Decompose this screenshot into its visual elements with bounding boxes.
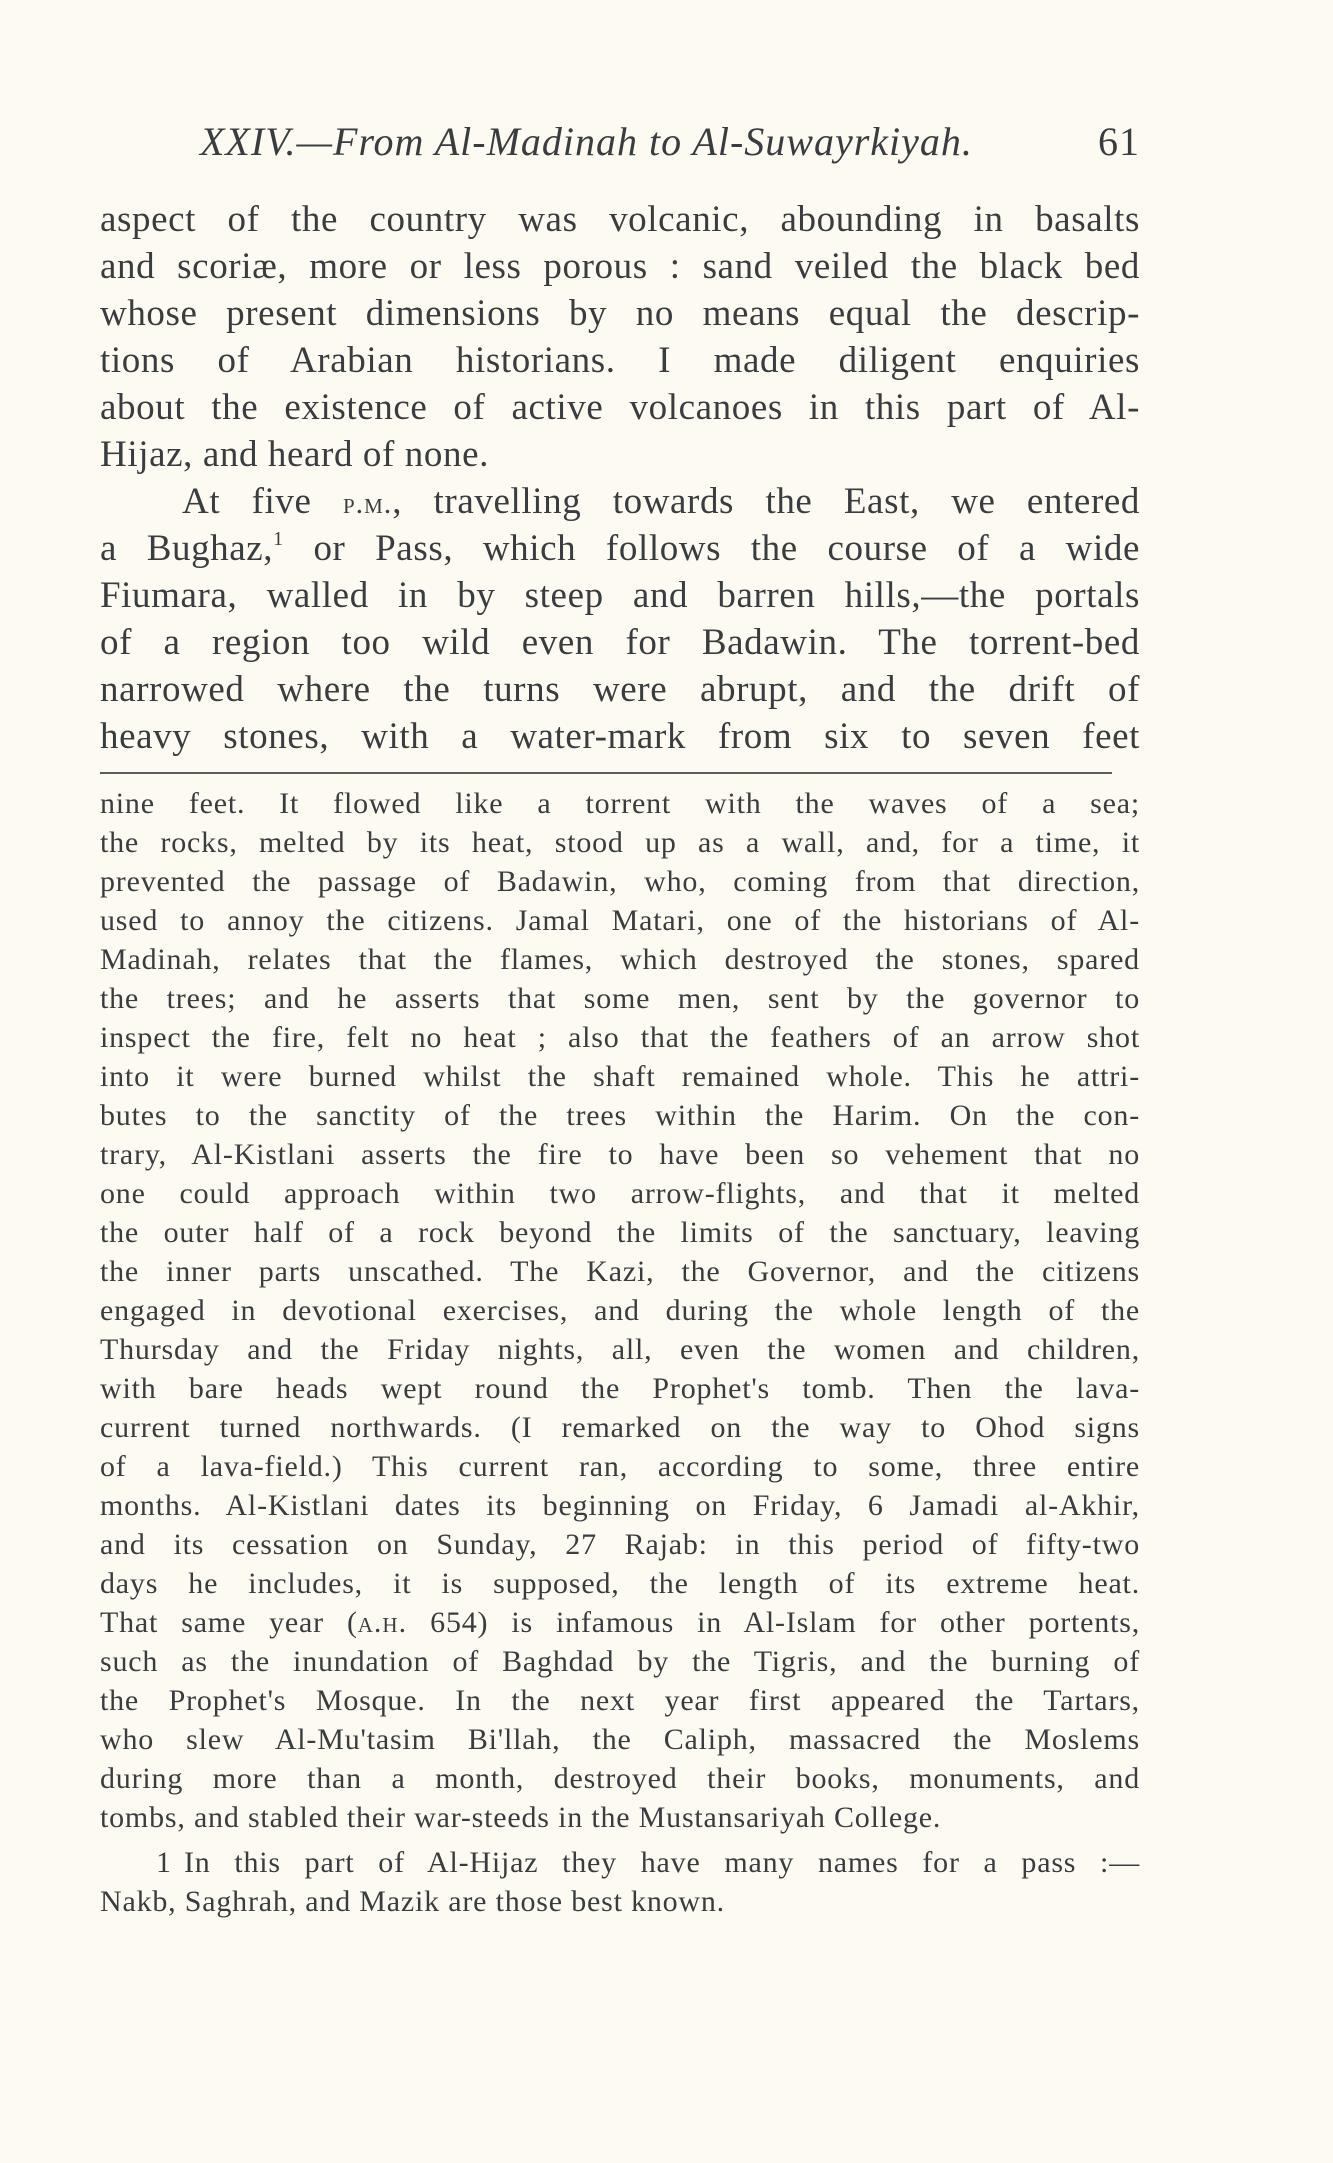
footnotes bbox=[100, 784, 1140, 1921]
footnote-line: who slew Al-Mu'tasim Bi'llah, the Caliph, massacred the Moslems bbox=[100, 1723, 1140, 1756]
text-segment: At five bbox=[182, 481, 312, 522]
era-abbreviation: a.h. bbox=[357, 1606, 408, 1639]
text-line: aspect of the country was volcanic, abounding in basalts bbox=[100, 199, 1140, 240]
footnote-line: Thursday and the Friday nights, all, even the women and children, bbox=[100, 1333, 1140, 1366]
footnote-divider bbox=[100, 772, 1112, 774]
text-line: Hijaz, and heard of none. bbox=[100, 434, 489, 475]
footnote-line: during more than a month, destroyed their books, monuments, and bbox=[100, 1762, 1140, 1795]
main-text bbox=[100, 196, 1140, 760]
footnote-line: engaged in devotional exercises, and during the whole length of the bbox=[100, 1294, 1140, 1327]
text-line: about the existence of active volcanoes in this part of Al- bbox=[100, 387, 1140, 428]
footnote-line: and its cessation on Sunday, 27 Rajab: in this period of fifty-two bbox=[100, 1528, 1140, 1561]
footnote-line: months. Al-Kistlani dates its beginning on Friday, 6 Jamadi al-Akhir, bbox=[100, 1489, 1140, 1522]
text-segment: , travelling towards the East, we entered bbox=[392, 481, 1140, 522]
text-segment: a Bughaz, bbox=[100, 528, 274, 569]
footnote-line bbox=[100, 1603, 1140, 1642]
footnote-line: into it were burned whilst the shaft remained whole. This he attri- bbox=[100, 1060, 1140, 1093]
running-head bbox=[100, 118, 1140, 178]
footnote-line: Madinah, relates that the flames, which destroyed the stones, spared bbox=[100, 943, 1140, 976]
footnote-line: the trees; and he asserts that some men, sent by the governor to bbox=[100, 982, 1140, 1015]
text-segment: 654) is infamous in Al-Islam for other portents, bbox=[407, 1606, 1140, 1639]
time-abbreviation: p.m. bbox=[342, 487, 393, 520]
text-line: heavy stones, with a water-mark from six to seven feet bbox=[100, 716, 1140, 757]
text-line: whose present dimensions by no means equal the descrip- bbox=[100, 293, 1140, 334]
text-line: narrowed where the turns were abrupt, and the drift of bbox=[100, 669, 1140, 710]
text-line bbox=[100, 525, 1140, 572]
footnote-1-first-line bbox=[100, 1843, 1140, 1882]
footnote-line: the inner parts unscathed. The Kazi, the Governor, and the citizens bbox=[100, 1255, 1140, 1288]
footnote-line: the Prophet's Mosque. In the next year first appeared the Tartars, bbox=[100, 1684, 1140, 1717]
footnote-line: tombs, and stabled their war-steeds in the Mustansariyah College. bbox=[100, 1801, 942, 1834]
footnote-line: inspect the fire, felt no heat ; also that the feathers of an arrow shot bbox=[100, 1021, 1140, 1054]
text-line: and scoriæ, more or less porous : sand veiled the black bed bbox=[100, 246, 1140, 287]
footnote-line: trary, Al-Kistlani asserts the fire to have been so vehement that no bbox=[100, 1138, 1140, 1171]
text-segment: or Pass, which follows the course of a wide bbox=[283, 528, 1140, 569]
text-line: tions of Arabian historians. I made diligent enquiries bbox=[100, 340, 1140, 381]
text-line: Fiumara, walled in by steep and barren hills,—the portals bbox=[100, 575, 1140, 616]
footnote-line: nine feet. It flowed like a torrent with the waves of a sea; bbox=[100, 787, 1140, 820]
footnote-line: with bare heads wept round the Prophet's tomb. Then the lava- bbox=[100, 1372, 1140, 1405]
footnote-1-marker: 1 bbox=[156, 1846, 172, 1879]
running-title: XXIV.—From Al-Madinah to Al-Suwayrkiyah. bbox=[200, 119, 973, 164]
footnote-reference: 1 bbox=[273, 528, 284, 550]
footnote-1-second-line: Nakb, Saghrah, and Mazik are those best known. bbox=[100, 1885, 725, 1918]
footnote-line: such as the inundation of Baghdad by the Tigris, and the burning of bbox=[100, 1645, 1140, 1678]
footnote-line: of a lava-field.) This current ran, according to some, three entire bbox=[100, 1450, 1140, 1483]
text-segment: That same year ( bbox=[100, 1606, 358, 1639]
footnote-line: the rocks, melted by its heat, stood up as a wall, and, for a time, it bbox=[100, 826, 1140, 859]
footnote-line: prevented the passage of Badawin, who, coming from that direction, bbox=[100, 865, 1140, 898]
footnote-line: the outer half of a rock beyond the limits of the sanctuary, leaving bbox=[100, 1216, 1140, 1249]
footnote-line: butes to the sanctity of the trees within the Harim. On the con- bbox=[100, 1099, 1140, 1132]
text-line: of a region too wild even for Badawin. The torrent-bed bbox=[100, 622, 1140, 663]
footnote-line: days he includes, it is supposed, the length of its extreme heat. bbox=[100, 1567, 1140, 1600]
footnote-line: current turned northwards. (I remarked on the way to Ohod signs bbox=[100, 1411, 1140, 1444]
page-number: 61 bbox=[1098, 119, 1140, 164]
paragraph-start-line bbox=[100, 478, 1140, 525]
footnote-line: one could approach within two arrow-flights, and that it melted bbox=[100, 1177, 1140, 1210]
footnote-line: used to annoy the citizens. Jamal Matari, one of the historians of Al- bbox=[100, 904, 1140, 937]
footnote-1-text: In this part of Al-Hijaz they have many names for a pass :— bbox=[184, 1846, 1140, 1879]
